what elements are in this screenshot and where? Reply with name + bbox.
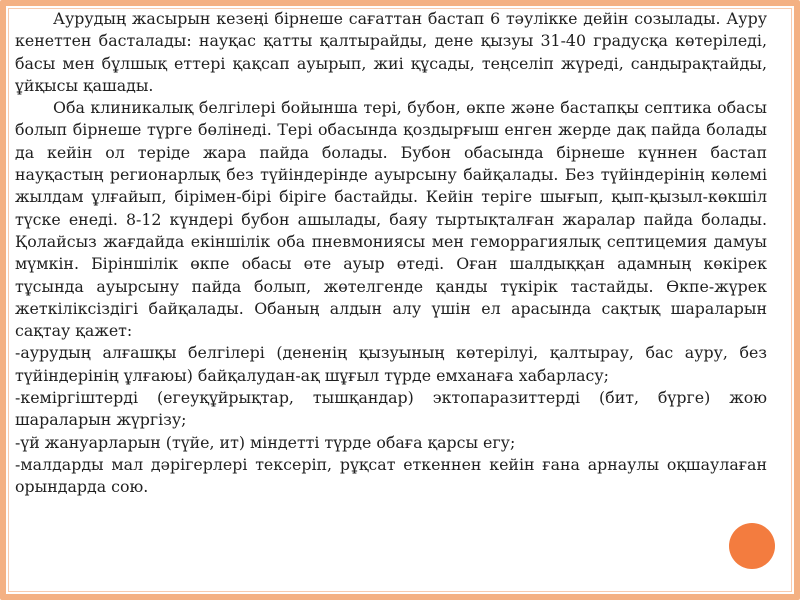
paragraph-clinical-forms: Оба клиникалық белгілері бойынша тері, бубон, өкпе және бастапқы септика обасы болып бірнеше түрге бөлінеді. Тері обасында қоздырғыш енген жерде дақ пайда болады да кейін ол теріде жара пайда болады. Бубон обасында бірнеше күннен бастап науқастың регионарлық без түйіндерінде ауырсыну байқалады. Без түйіндерінің көлемі жылдам ұлғайып, бірімен-бірі біріге бастайды. Кейін теріге шығып, қып-қызыл-көкшіл түске енеді. 8-12 күндері бубон ашылады, баяу тыртықталған жаралар пайда болады. Қолайсыз жағдайда екіншілік оба пневмониясы мен геморрагиялық септицемия дамуы мүмкін. Біріншілік өкпе обасы өте ауыр өтеді. Оған шалдыққан адамның көкірек тұсында ауырсыну пайда болып, жөтелгенде қанды түкірік тастайды. Өкпе-жүрек жеткіліксіздігі байқалады. Обаның алдын алу үшін ел арасында сақтық шараларын сақтау қажет: (15, 98, 767, 341)
list-item-early-signs: -аурудың алғашқы белгілері (дененің қызуының көтерілуі, қалтырау, бас ауру, без түйіндерінің ұлғаюы) байқалудан-ақ шұғыл түрде емханаға хабарласу; (15, 343, 767, 385)
list-item-vaccination: -үй жануарларын (түйе, ит) міндетті түрде обаға қарсы егу; (15, 432, 516, 452)
slide-text-body (15, 8, 767, 499)
decorative-orange-circle (729, 523, 775, 569)
list-item-slaughter: -малдарды мал дәрігерлері тексеріп, рұқсат еткеннен кейін ғана арнаулы оқшаулаған орындарда сою. (15, 454, 767, 497)
list-item-rodent-control: -кеміргіштерді (егеуқұйрықтар, тышқандар) эктопаразиттерді (бит, бүрге) жою шараларын жүргізу; (15, 388, 767, 430)
paragraph-incubation: Аурудың жасырын кезеңі бірнеше сағаттан бастап 6 тәулікке дейін созылады. Ауру кенеттен басталады: науқас қатты қалтырайды, дене қызуы 31-40 градусқа көтеріледі, басы мен бұлшық еттері қақсап ауырып, жиі құсады, теңселіп жүреді, сандырақтайды, ұйқысы қашады. (15, 9, 767, 95)
